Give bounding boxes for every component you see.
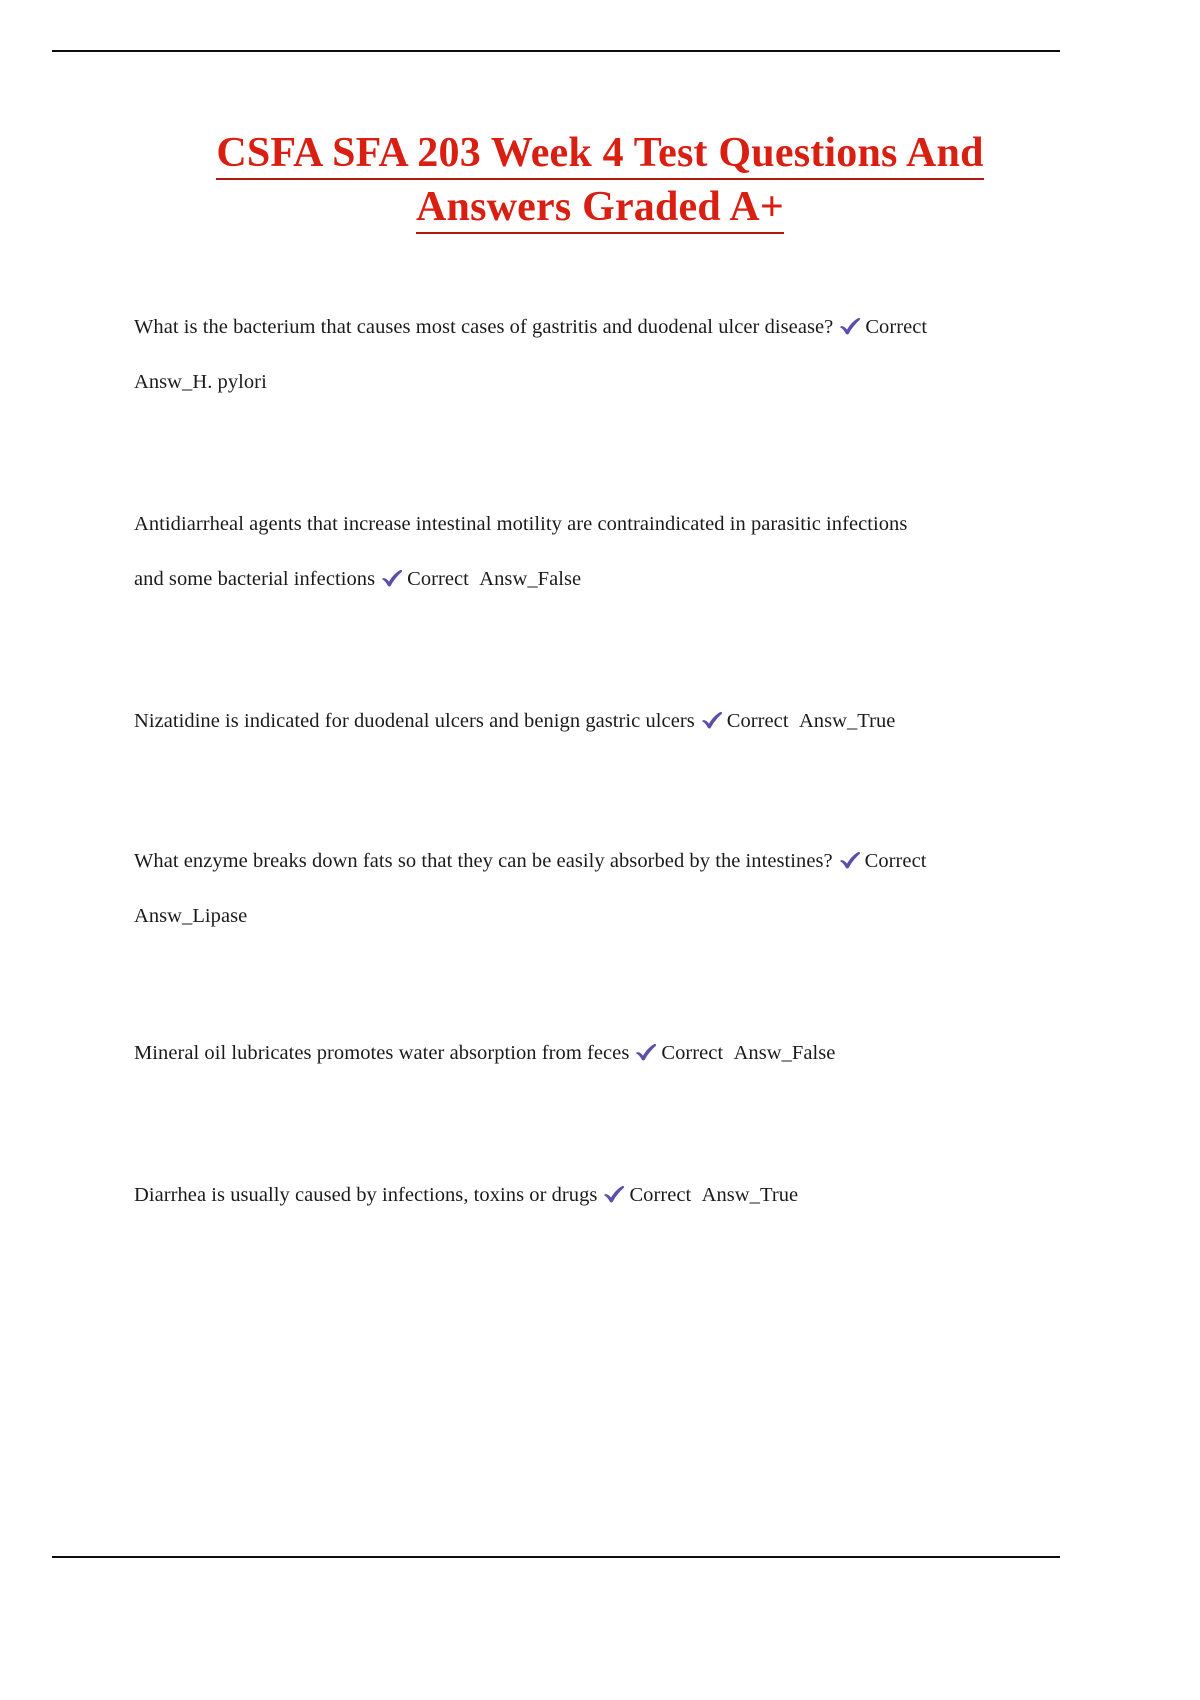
page-title-line-1-text: CSFA SFA 203 Week 4 Test Questions And — [216, 130, 983, 180]
qa-answer-spacer — [691, 1184, 701, 1206]
qa-block — [134, 300, 1014, 410]
purple-check-icon — [839, 851, 861, 869]
qa-correct-label: Correct — [864, 850, 927, 872]
qa-answer-text: Answ_True — [798, 710, 896, 732]
qa-question-text: What is the bacterium that causes most cases of gastritis and duodenal ulcer disease? — [134, 316, 834, 338]
qa-question-text: Nizatidine is indicated for duodenal ulcers and benign gastric ulcers — [134, 710, 695, 732]
qa-block — [134, 694, 1014, 749]
page-title-line-1 — [150, 126, 1050, 180]
page-title — [150, 126, 1050, 234]
page-top-rule — [52, 50, 1060, 52]
qa-answer-text: Answ_Lipase — [134, 905, 248, 927]
qa-block — [134, 834, 1014, 944]
qa-answer-line — [134, 355, 1014, 410]
page-bottom-rule — [52, 1556, 1060, 1558]
qa-answer-spacer — [469, 568, 479, 590]
qa-correct-label: Correct — [407, 568, 469, 590]
qa-question-line — [134, 497, 1014, 552]
qa-answer-text: Answ_False — [733, 1042, 836, 1064]
purple-check-icon — [839, 317, 861, 335]
purple-check-icon — [381, 569, 403, 587]
page-title-line-2 — [150, 180, 1050, 234]
qa-question-line — [134, 1026, 1014, 1081]
purple-check-icon — [603, 1185, 625, 1203]
qa-question-text: Antidiarrheal agents that increase intestinal motility are contraindicated in parasitic infections — [134, 513, 908, 535]
qa-answer-line — [134, 552, 1014, 607]
qa-block — [134, 497, 1014, 607]
qa-answer-spacer — [723, 1042, 733, 1064]
qa-question-text: Mineral oil lubricates promotes water absorption from feces — [134, 1042, 630, 1064]
qa-question-text-continued: and some bacterial infections — [134, 568, 376, 590]
qa-answer-text: Answ_True — [701, 1184, 799, 1206]
qa-question-line — [134, 1168, 1014, 1223]
qa-question-line — [134, 300, 1014, 355]
qa-question-text: What enzyme breaks down fats so that they can be easily absorbed by the intestines? — [134, 850, 833, 872]
qa-correct-label: Correct — [726, 710, 789, 732]
qa-correct-label: Correct — [865, 316, 928, 338]
qa-question-text: Diarrhea is usually caused by infections, toxins or drugs — [134, 1184, 598, 1206]
qa-answer-spacer — [789, 710, 799, 732]
qa-block — [134, 1026, 1014, 1081]
qa-answer-line — [134, 889, 1014, 944]
qa-correct-label: Correct — [629, 1184, 692, 1206]
page-title-line-2-text: Answers Graded A+ — [416, 184, 784, 234]
qa-correct-label: Correct — [661, 1042, 724, 1064]
qa-answer-text: Answ_False — [479, 568, 582, 590]
qa-question-line — [134, 694, 1014, 749]
qa-list — [134, 300, 1014, 1223]
qa-block — [134, 1168, 1014, 1223]
qa-question-line — [134, 834, 1014, 889]
purple-check-icon — [701, 711, 723, 729]
purple-check-icon — [635, 1043, 657, 1061]
qa-answer-text: Answ_H. pylori — [134, 371, 267, 393]
